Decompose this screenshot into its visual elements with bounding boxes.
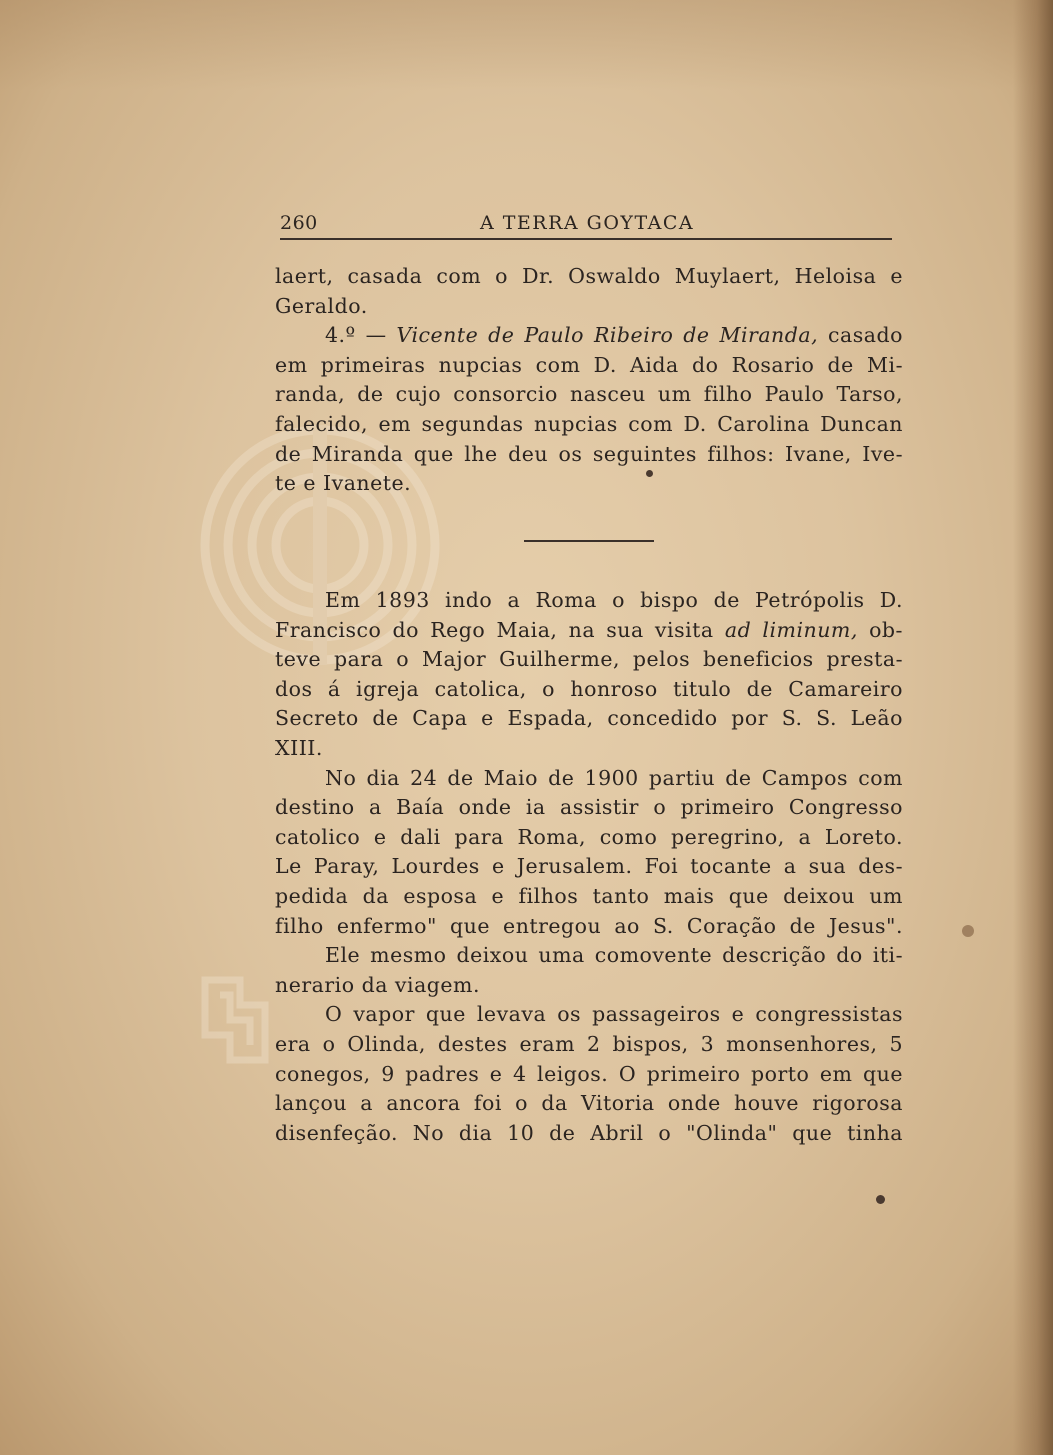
text-fragment: Francisco do Rego Maia, na sua visita xyxy=(275,617,714,642)
text-line: Le Paray, Lourdes e Jerusalem. Foi tocante a sua des- xyxy=(275,854,903,879)
text-line: teve para o Major Guilherme, pelos beneficios presta- xyxy=(275,647,903,672)
text-line: O vapor que levava os passageiros e congressistas xyxy=(325,1002,903,1027)
text-line: catolico e dali para Roma, como peregrino, a Loreto. xyxy=(275,824,903,849)
text-line: dos á igreja catolica, o honroso titulo de Camareiro xyxy=(275,676,903,701)
text-line: era o Olinda, destes eram 2 bispos, 3 monsenhores, 5 xyxy=(275,1031,903,1056)
page-number: 260 xyxy=(280,212,318,234)
text-line: nerario da viagem. xyxy=(275,972,481,997)
text-line: Geraldo. xyxy=(275,293,368,318)
text-line: destino a Baía onde ia assistir o primeiro Congresso xyxy=(275,795,903,820)
text-line: Em 1893 indo a Roma o bispo de Petrópolis D. xyxy=(325,588,903,612)
casado-word: casado xyxy=(828,323,903,348)
italic-latin: ad liminum, xyxy=(724,617,858,642)
text-block-narrative xyxy=(275,586,903,1148)
text-line: conegos, 9 padres e 4 leigos. O primeiro porto em que xyxy=(275,1061,903,1086)
page-header xyxy=(280,212,892,240)
ink-speck xyxy=(646,470,653,477)
running-head: A TERRA GOYTACA xyxy=(480,212,695,234)
italic-name: Vicente de Paulo Ribeiro de Miranda, xyxy=(396,323,819,348)
text-line: filho enfermo" que entregou ao S. Coração de Jesus". xyxy=(275,913,903,938)
text-line: No dia 24 de Maio de 1900 partiu de Campos com xyxy=(325,765,903,790)
page-edge-shadow xyxy=(1013,0,1053,1455)
text-line: pedida da esposa e filhos tanto mais que deixou um xyxy=(275,883,903,908)
text-line-liminum xyxy=(275,616,903,646)
text-fragment: ob- xyxy=(869,617,903,642)
text-line: laert, casada com o Dr. Oswaldo Muylaert, Heloisa e xyxy=(275,264,903,288)
section-divider xyxy=(524,540,654,542)
text-line-item-4: 4.º — Vicente de Paulo Ribeiro de Miranda, casado xyxy=(325,323,903,348)
text-line: de Miranda que lhe deu os seguintes filhos: Ivane, Ive- xyxy=(275,441,903,466)
text-line: Ele mesmo deixou uma comovente descrição do iti- xyxy=(325,943,903,968)
text-block-family xyxy=(275,262,903,499)
watermark-mark-icon xyxy=(200,975,270,1065)
ink-speck xyxy=(962,925,974,937)
ink-speck xyxy=(876,1195,885,1204)
text-line: randa, de cujo consorcio nasceu um filho Paulo Tarso, xyxy=(275,382,903,407)
text-line: te e Ivanete. xyxy=(275,471,412,496)
text-line: Secreto de Capa e Espada, concedido por S. S. Leão xyxy=(275,706,903,731)
text-line: falecido, em segundas nupcias com D. Carolina Duncan xyxy=(275,411,903,436)
text-line: disenfeção. No dia 10 de Abril o "Olinda" que tinha xyxy=(275,1120,903,1145)
page-shading-top xyxy=(0,0,1053,90)
text-line: em primeiras nupcias com D. Aida do Rosario de Mi- xyxy=(275,352,903,377)
text-line: XIII. xyxy=(275,735,323,760)
item-number: 4.º xyxy=(325,323,356,348)
text-line: lançou a ancora foi o da Vitoria onde houve rigorosa xyxy=(275,1091,903,1116)
